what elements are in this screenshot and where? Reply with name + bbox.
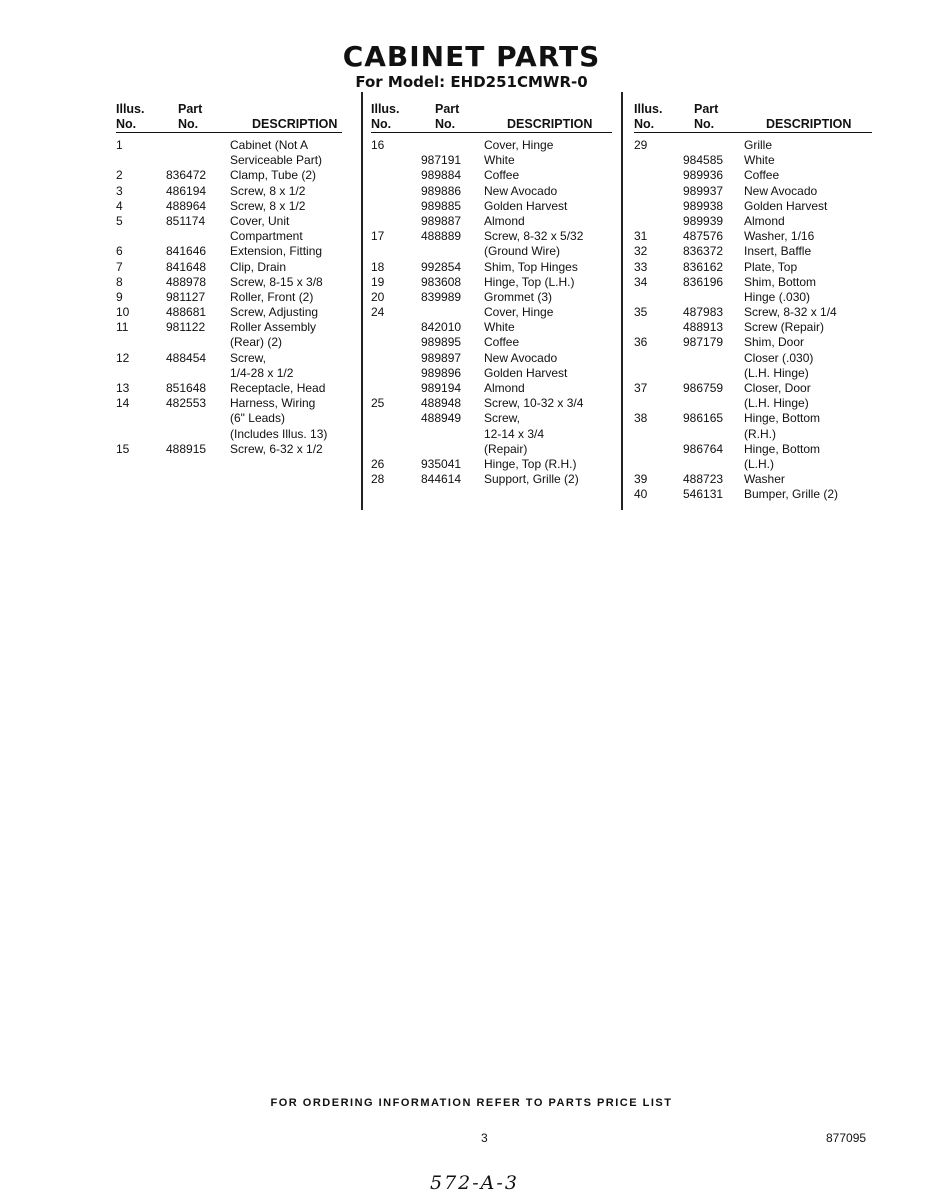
part-number: 986764: [683, 441, 724, 456]
description: Golden Harvest: [484, 365, 568, 380]
part-number: 989896: [421, 365, 462, 380]
parts-list: [116, 138, 342, 457]
description: New Avocado: [744, 183, 818, 198]
table-row: [634, 290, 872, 305]
description: White: [484, 153, 515, 168]
illus-number: 17: [371, 229, 385, 244]
table-row: [634, 335, 872, 350]
table-row: [634, 244, 872, 259]
description: Screw, 8-32 x 5/32: [484, 229, 584, 244]
part-number: 488454: [166, 350, 207, 365]
part-number: 488723: [683, 472, 724, 487]
parts-list: [634, 138, 872, 503]
illus-number: 24: [371, 305, 385, 320]
table-row: [116, 427, 342, 442]
illus-header-line1: Illus.: [634, 102, 663, 116]
part-number: 488915: [166, 441, 207, 456]
part-number: 851174: [166, 213, 206, 228]
illus-number: 16: [371, 138, 385, 152]
description-header: DESCRIPTION: [766, 117, 852, 131]
part-number: 989895: [421, 335, 462, 350]
part-number: 836472: [166, 168, 207, 183]
table-row: [116, 229, 342, 244]
handwritten-note: 572-A-3: [430, 1172, 519, 1194]
description: (Ground Wire): [484, 244, 561, 259]
description: Plate, Top: [744, 259, 798, 274]
table-row: [634, 442, 872, 457]
part-number: 981122: [166, 320, 206, 335]
illus-header-line2: No.: [634, 117, 655, 131]
description: Screw (Repair): [744, 320, 825, 335]
description: 12-14 x 3/4: [484, 426, 545, 441]
parts-list: [371, 138, 612, 487]
illus-header-line2: No.: [371, 117, 392, 131]
part-number: 989897: [421, 350, 462, 365]
table-row: [371, 229, 612, 244]
page-title: CABINET PARTS: [342, 40, 601, 73]
part-number: 989884: [421, 168, 462, 183]
header-underline: [116, 132, 342, 133]
table-row: [634, 457, 872, 472]
illus-number: 5: [116, 213, 123, 228]
description: Grille: [744, 138, 773, 152]
description: Clamp, Tube (2): [230, 168, 317, 183]
illus-number: 14: [116, 396, 130, 411]
description: White: [484, 320, 515, 335]
document-number: 877095: [826, 1131, 867, 1145]
part-number: 986165: [683, 411, 724, 426]
illus-number: 18: [371, 259, 385, 274]
illus-number: 34: [634, 274, 648, 289]
table-row: [116, 381, 342, 396]
part-number: 844614: [421, 472, 462, 487]
part-number: 851648: [166, 381, 207, 395]
parts-column-3: [634, 100, 872, 503]
table-row: [371, 366, 612, 381]
table-row: [371, 214, 612, 229]
illus-number: 11: [116, 320, 129, 335]
table-row: [634, 275, 872, 290]
part-number: 986759: [683, 381, 724, 395]
description: (Includes Illus. 13): [230, 426, 328, 441]
part-number: 487983: [683, 305, 724, 320]
part-number: 992854: [421, 259, 462, 274]
description: Coffee: [484, 168, 520, 183]
description: Screw, 8 x 1/2: [230, 183, 306, 198]
part-number: 987179: [683, 335, 724, 350]
table-row: [116, 396, 342, 411]
part-number: 488948: [421, 396, 462, 411]
part-number: 989939: [683, 213, 724, 228]
table-row: [116, 320, 342, 335]
table-row: [371, 305, 612, 320]
description: Compartment: [230, 229, 303, 244]
description: Extension, Fitting: [230, 244, 323, 259]
part-number: 488949: [421, 411, 462, 426]
illus-number: 9: [116, 289, 123, 304]
description: (L.H. Hinge): [744, 365, 809, 380]
part-number: 989194: [421, 381, 462, 395]
illus-number: 7: [116, 259, 123, 274]
description: White: [744, 153, 775, 168]
description: Hinge, Bottom: [744, 441, 821, 456]
description: Screw, Adjusting: [230, 305, 319, 320]
description: Cover, Hinge: [484, 305, 554, 320]
illus-number: 35: [634, 305, 648, 320]
illus-number: 38: [634, 411, 648, 426]
description: Harness, Wiring: [230, 396, 316, 411]
table-row: [371, 290, 612, 305]
description: Clip, Drain: [230, 259, 287, 274]
part-number: 841646: [166, 244, 207, 259]
part-number: 488978: [166, 274, 207, 289]
description: Bumper, Grille (2): [744, 487, 839, 502]
part-number: 983608: [421, 274, 462, 289]
table-row: [116, 411, 342, 426]
illus-number: 32: [634, 244, 648, 259]
table-row: [116, 290, 342, 305]
table-row: [116, 153, 342, 168]
header-underline: [634, 132, 872, 133]
table-row: [116, 275, 342, 290]
part-header-line2: No.: [178, 117, 199, 131]
description: Golden Harvest: [744, 198, 828, 213]
column-header: [634, 100, 872, 134]
description: Screw, 8 x 1/2: [230, 198, 306, 213]
part-number: 546131: [683, 487, 724, 502]
table-row: [371, 411, 612, 426]
header-underline: [371, 132, 612, 133]
description: (L.H.): [744, 456, 774, 471]
illus-number: 37: [634, 381, 648, 395]
description: Coffee: [484, 335, 520, 350]
part-header-line1: Part: [694, 102, 719, 116]
description: Coffee: [744, 168, 780, 183]
table-row: [116, 138, 342, 153]
illus-number: 20: [371, 289, 385, 304]
page-number: 3: [481, 1131, 488, 1145]
description: Almond: [484, 213, 525, 228]
description: Cabinet (Not A: [230, 138, 309, 152]
part-header-line1: Part: [178, 102, 203, 116]
description: New Avocado: [484, 183, 558, 198]
illus-number: 36: [634, 335, 648, 350]
description: Hinge, Top (R.H.): [484, 456, 577, 471]
part-number: 989887: [421, 213, 462, 228]
table-row: [371, 442, 612, 457]
table-row: [634, 381, 872, 396]
illus-number: 8: [116, 274, 123, 289]
table-row: [116, 199, 342, 214]
table-row: [371, 427, 612, 442]
illus-number: 12: [116, 350, 130, 365]
part-number: 989886: [421, 183, 462, 198]
table-row: [371, 184, 612, 199]
part-header-line2: No.: [694, 117, 715, 131]
part-number: 984585: [683, 153, 724, 168]
illus-number: 1: [116, 138, 123, 152]
part-number: 841648: [166, 259, 207, 274]
description-header: DESCRIPTION: [507, 117, 593, 131]
description: Serviceable Part): [230, 153, 323, 168]
table-row: [634, 320, 872, 335]
description: Roller, Front (2): [230, 289, 314, 304]
part-number: 836372: [683, 244, 724, 259]
column-header: [116, 100, 342, 134]
table-row: [116, 184, 342, 199]
illus-header-line1: Illus.: [371, 102, 400, 116]
illus-number: 2: [116, 168, 123, 183]
description: Screw,: [230, 350, 267, 365]
parts-column-1: [116, 100, 342, 457]
illus-number: 28: [371, 472, 385, 487]
table-row: [371, 335, 612, 350]
part-number: 981127: [166, 289, 206, 304]
part-header-line2: No.: [435, 117, 456, 131]
description: Golden Harvest: [484, 198, 568, 213]
description: Almond: [744, 213, 785, 228]
column-divider: [361, 92, 363, 510]
illus-number: 13: [116, 381, 130, 395]
table-row: [371, 396, 612, 411]
illus-number: 40: [634, 487, 648, 502]
part-number: 935041: [421, 456, 462, 471]
part-number: 482553: [166, 396, 207, 411]
table-row: [634, 229, 872, 244]
description: Screw, 6-32 x 1/2: [230, 441, 323, 456]
part-number: 987191: [421, 153, 462, 168]
description: Screw, 8-32 x 1/4: [744, 305, 837, 320]
description: Shim, Door: [744, 335, 805, 350]
part-number: 836162: [683, 259, 724, 274]
table-row: [116, 366, 342, 381]
description: Insert, Baffle: [744, 244, 812, 259]
table-row: [116, 214, 342, 229]
table-row: [116, 305, 342, 320]
illus-header-line2: No.: [116, 117, 137, 131]
description: Roller Assembly: [230, 320, 317, 335]
table-row: [371, 168, 612, 183]
description: Shim, Bottom: [744, 274, 817, 289]
illus-number: 15: [116, 441, 130, 456]
description: Screw,: [484, 411, 521, 426]
illus-number: 25: [371, 396, 385, 411]
table-row: [371, 260, 612, 275]
table-row: [371, 199, 612, 214]
description: (6" Leads): [230, 411, 285, 426]
description-header: DESCRIPTION: [252, 117, 338, 131]
part-number: 488913: [683, 320, 724, 335]
description: 1/4-28 x 1/2: [230, 365, 294, 380]
table-row: [634, 305, 872, 320]
table-row: [116, 351, 342, 366]
description: Hinge, Top (L.H.): [484, 274, 575, 289]
table-row: [371, 138, 612, 153]
table-row: [634, 472, 872, 487]
part-number: 839989: [421, 289, 462, 304]
table-row: [634, 153, 872, 168]
description: Almond: [484, 381, 525, 395]
description: (L.H. Hinge): [744, 396, 809, 411]
part-number: 486194: [166, 183, 207, 198]
illus-number: 6: [116, 244, 123, 259]
table-row: [371, 457, 612, 472]
description: (Repair): [484, 441, 528, 456]
description: Washer: [744, 472, 785, 487]
illus-header-line1: Illus.: [116, 102, 145, 116]
table-row: [634, 168, 872, 183]
illus-number: 39: [634, 472, 648, 487]
table-row: [634, 184, 872, 199]
illus-number: 3: [116, 183, 123, 198]
table-row: [371, 153, 612, 168]
description: Screw, 10-32 x 3/4: [484, 396, 584, 411]
illus-number: 10: [116, 305, 130, 320]
illus-number: 19: [371, 274, 385, 289]
table-row: [371, 275, 612, 290]
description: Support, Grille (2): [484, 472, 579, 487]
table-row: [634, 396, 872, 411]
description: Washer, 1/16: [744, 229, 815, 244]
table-row: [116, 335, 342, 350]
part-number: 989938: [683, 198, 724, 213]
table-row: [371, 320, 612, 335]
table-row: [371, 351, 612, 366]
description: (Rear) (2): [230, 335, 283, 350]
illus-number: 4: [116, 198, 123, 213]
column-header: [371, 100, 612, 134]
description: Cover, Hinge: [484, 138, 554, 152]
description: (R.H.): [744, 426, 776, 441]
table-row: [116, 244, 342, 259]
description: Closer, Door: [744, 381, 811, 395]
table-row: [634, 199, 872, 214]
part-number: 989885: [421, 198, 462, 213]
illus-number: 33: [634, 259, 648, 274]
table-row: [116, 168, 342, 183]
illus-number: 29: [634, 138, 648, 152]
part-header-line1: Part: [435, 102, 460, 116]
ordering-footer: FOR ORDERING INFORMATION REFER TO PARTS PRICE LIST: [270, 1097, 673, 1109]
table-row: [634, 487, 872, 502]
table-row: [634, 351, 872, 366]
description: Hinge, Bottom: [744, 411, 821, 426]
description: Hinge (.030): [744, 289, 811, 304]
description: Shim, Top Hinges: [484, 259, 578, 274]
column-divider: [621, 92, 623, 510]
table-row: [634, 214, 872, 229]
table-row: [634, 427, 872, 442]
part-number: 989937: [683, 183, 724, 198]
part-number: 488681: [166, 305, 207, 320]
part-number: 989936: [683, 168, 724, 183]
illus-number: 26: [371, 456, 385, 471]
table-row: [634, 260, 872, 275]
part-number: 836196: [683, 274, 724, 289]
table-row: [371, 244, 612, 259]
part-number: 488964: [166, 198, 207, 213]
table-row: [634, 138, 872, 153]
description: Receptacle, Head: [230, 381, 326, 395]
table-row: [371, 381, 612, 396]
part-number: 487576: [683, 229, 724, 244]
model-subtitle: For Model: EHD251CMWR-0: [355, 73, 588, 91]
description: Cover, Unit: [230, 213, 290, 228]
parts-column-2: [371, 100, 612, 487]
description: Screw, 8-15 x 3/8: [230, 274, 323, 289]
table-row: [371, 472, 612, 487]
part-number: 842010: [421, 320, 462, 335]
table-row: [116, 260, 342, 275]
table-row: [116, 442, 342, 457]
table-row: [634, 366, 872, 381]
description: Grommet (3): [484, 289, 553, 304]
illus-number: 31: [634, 229, 648, 244]
table-row: [634, 411, 872, 426]
description: Closer (.030): [744, 350, 814, 365]
description: New Avocado: [484, 350, 558, 365]
part-number: 488889: [421, 229, 462, 244]
